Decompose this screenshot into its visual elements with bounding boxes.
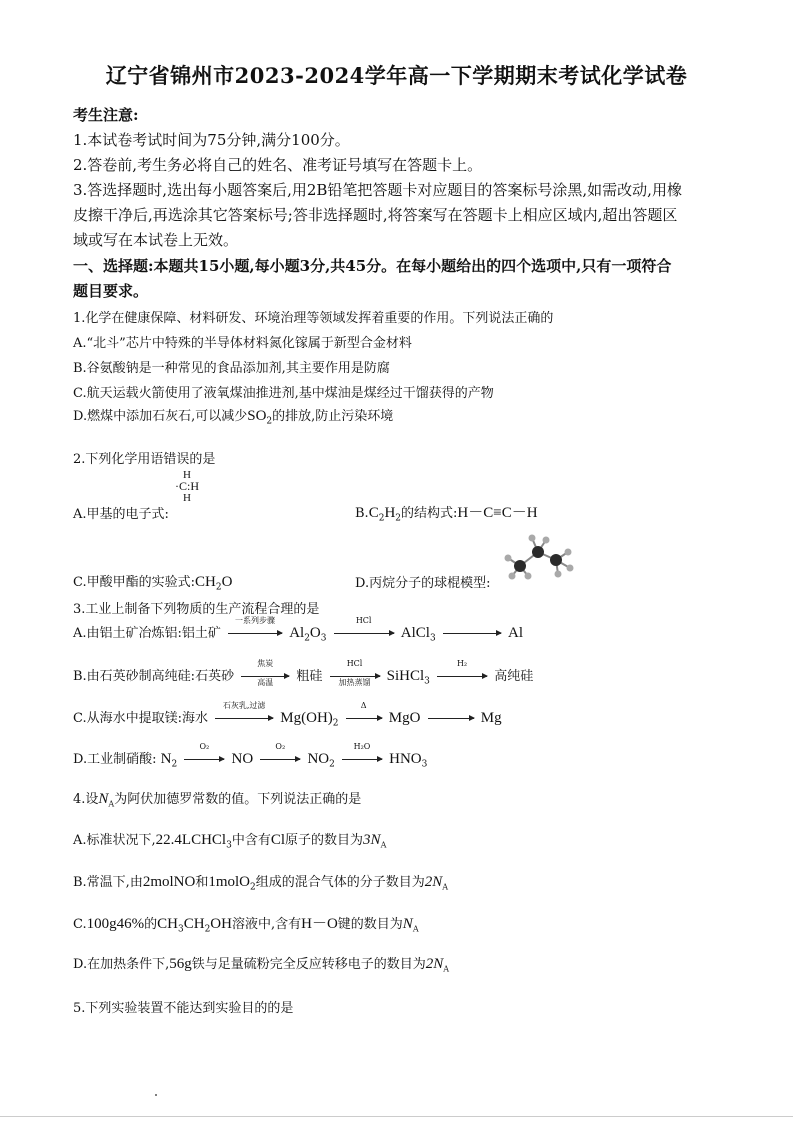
- methyl-electron-formula: H ·C:H H: [175, 469, 199, 504]
- q1-stem: 1.化学在健康保障、材料研发、环境治理等领域发挥着重要的作用。下列说法正确的: [73, 311, 554, 326]
- q3-option-a: A.由铝土矿冶炼铝:铝土矿 一系列步骤 $Al_2O_3$ HCl AlCl$_3$ Al: [73, 616, 523, 644]
- arrow: 焦炭 高温: [241, 669, 289, 684]
- arrow: [428, 711, 474, 726]
- stray-mark: [155, 1094, 157, 1096]
- q2-option-a: A.甲基的电子式:: [73, 507, 169, 522]
- q1-option-c: C.航天运载火箭使用了液氧煤油推进剂,基中煤油是煤经过干馏获得的产物: [73, 386, 494, 401]
- arrow: H₂O: [342, 752, 382, 767]
- q4-option-d: D.在加热条件下,56g铁与足量硫粉完全反应转移电子的数目为$2N_A$: [73, 956, 450, 974]
- section-heading: 一、选择题:本题共15小题,每小题3分,共45分。在每小题给出的四个选项中,只有一项符合: [73, 257, 672, 275]
- notice-item-3-cont: 皮擦干净后,再选涂其它答案标号;答非选择题时,将答案写在答题卡上相应区域内,超出答题区: [73, 206, 678, 224]
- q3-option-d: D.工业制硝酸: $N_2$ O₂ NO O₂ $NO_2$ H₂O $HNO_3$: [73, 742, 428, 770]
- q4-option-b: B.常温下,由2molNO和1molO$_2$组成的混合气体的分子数目为$2N_A$: [73, 874, 449, 893]
- q5-stem: 5.下列实验装置不能达到实验目的的是: [73, 1001, 294, 1016]
- notice-heading: 考生注意:: [73, 106, 139, 124]
- q4-option-a: A.标准状况下,22.4LCHCl$_3$中含有Cl原子的数目为$3N_A$: [73, 832, 387, 851]
- q1-option-d: D.燃煤中添加石灰石,可以减少$SO_2$的排放,防止污染环境: [73, 408, 394, 427]
- arrow: 一系列步骤: [228, 626, 282, 641]
- notice-item-2: 2.答卷前,考生务必将自己的姓名、准考证号填写在答题卡上。: [73, 156, 483, 174]
- q4-stem: 4.设$N_A$为阿伏加德罗常数的值。下列说法正确的是: [73, 791, 362, 809]
- section-heading-cont: 题目要求。: [73, 282, 149, 300]
- q4-option-c: C.100g46%的$CH_3CH_2OH$溶液中,含有H－O键的数目为$N_A$: [73, 916, 419, 935]
- page-title: 辽宁省锦州市2023-2024学年高一下学期期末考试化学试卷: [105, 63, 688, 88]
- footer-divider: [0, 1116, 793, 1117]
- q1-option-b: B.谷氨酸钠是一种常见的食品添加剂,其主要作用是防腐: [73, 361, 390, 376]
- arrow: Δ: [346, 711, 382, 726]
- arrow: O₂: [184, 752, 224, 767]
- notice-item-1: 1.本试卷考试时间为75分钟,满分100分。: [73, 131, 350, 149]
- arrow: HCl: [334, 626, 394, 641]
- arrow: H₂: [437, 669, 487, 684]
- q2-option-d: D.丙烷分子的球棍模型:: [355, 576, 491, 591]
- q2-option-c: C.甲酸甲酯的实验式$:CH_2O$: [73, 574, 233, 593]
- propane-ball-stick-model: [502, 530, 578, 580]
- arrow: [443, 626, 501, 641]
- q3-stem: 3.工业上制备下列物质的生产流程合理的是: [73, 602, 320, 617]
- q2-stem: 2.下列化学用语错误的是: [73, 452, 216, 467]
- arrow: HCl 加热蒸馏: [330, 669, 380, 684]
- arrow: 石灰乳,过滤: [215, 711, 273, 726]
- arrow: O₂: [260, 752, 300, 767]
- notice-item-3-cont2: 域或写在本试卷上无效。: [73, 231, 239, 249]
- q3-option-c: C.从海水中提取镁:海水 石灰乳,过滤 $Mg(OH)_2$ Δ MgO Mg: [73, 701, 502, 729]
- notice-item-3: 3.答选择题时,选出每小题答案后,用2B铅笔把答题卡对应题目的答案标号涂黑,如需改动,用橡: [73, 181, 682, 199]
- q1-option-a: A.“北斗”芯片中特殊的半导体材料氮化镓属于新型合金材料: [73, 336, 412, 351]
- q2-option-b: $B.C_2H_2$的结构式:H－C≡C－H: [355, 505, 538, 524]
- q3-option-b: B.由石英砂制高纯硅:石英砂 焦炭 高温 粗硅 HCl 加热蒸馏 SiHCl$_3$ H₂ 高纯硅: [73, 659, 534, 687]
